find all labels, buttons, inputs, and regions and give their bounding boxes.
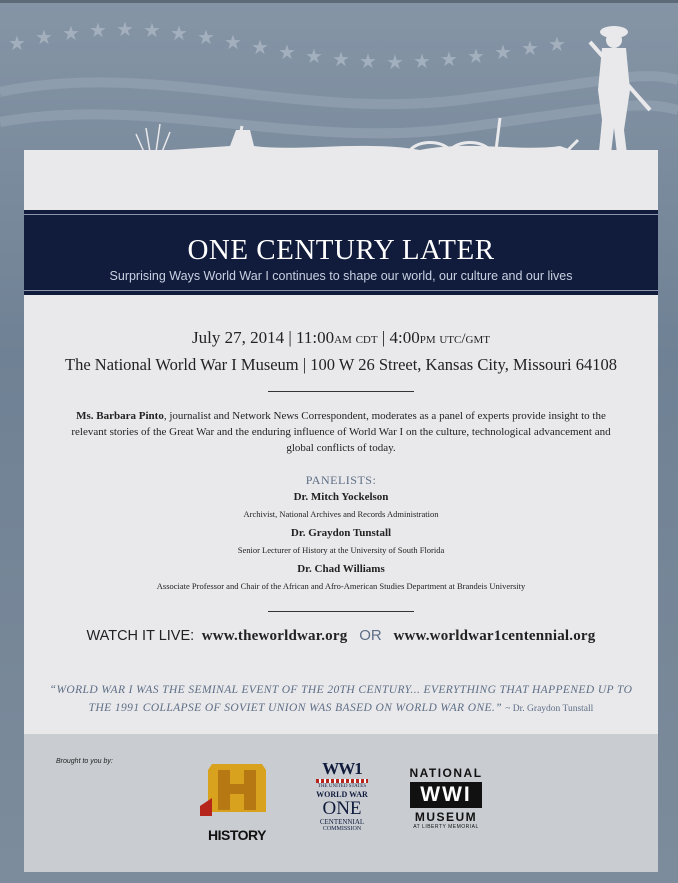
divider — [268, 611, 414, 612]
svg-text:★: ★ — [440, 49, 458, 71]
centennial-commission-logo[interactable] — [314, 760, 370, 842]
svg-text:★: ★ — [278, 42, 296, 64]
event-title: ONE CENTURY LATER — [187, 234, 495, 266]
museum-line2: WWI — [410, 782, 482, 808]
event-description — [64, 408, 618, 456]
svg-text:★: ★ — [359, 51, 377, 73]
pull-quote — [48, 681, 634, 718]
link-theworldwar[interactable]: www.theworldwar.org — [201, 628, 348, 644]
history-h-icon — [196, 762, 278, 820]
panelist-name: Dr. Graydon Tunstall — [290, 527, 392, 539]
or-separator: OR — [359, 627, 382, 644]
event-dateline — [24, 328, 658, 348]
svg-text:★: ★ — [548, 34, 566, 56]
event-subtitle: Surprising Ways World War I continues to shape our world, our culture and our lives — [109, 269, 573, 283]
event-time-utc-suffix: pm utc/gmt — [419, 331, 490, 347]
commission-flag-stripe — [316, 779, 368, 783]
soldier-silhouette — [590, 26, 650, 162]
watch-live-label: WATCH IT LIVE: — [86, 628, 195, 644]
divider — [268, 391, 414, 392]
event-date: July 27, 2014 — [192, 328, 285, 347]
svg-text:★: ★ — [332, 49, 350, 71]
watch-live-line — [24, 627, 658, 645]
separator: | — [381, 328, 386, 347]
svg-text:★: ★ — [521, 38, 539, 60]
svg-text:★: ★ — [494, 42, 512, 64]
museum-line4: AT LIBERTY MEMORIAL — [413, 824, 479, 830]
svg-text:★: ★ — [305, 46, 323, 68]
quote-attribution: ~ Dr. Graydon Tunstall — [505, 704, 594, 714]
panelist-name: Dr. Chad Williams — [297, 563, 385, 575]
event-time-cdt: 11:00 — [296, 328, 335, 347]
national-wwi-museum-logo[interactable] — [404, 766, 488, 834]
svg-text:★: ★ — [197, 27, 215, 49]
commission-line5: COMMISSION — [322, 826, 362, 832]
svg-text:★: ★ — [143, 20, 161, 42]
title-banner — [24, 207, 658, 295]
svg-text:★: ★ — [224, 32, 242, 54]
history-wordmark: HISTORY — [208, 827, 266, 843]
svg-text:★: ★ — [116, 19, 134, 41]
description-text: , journalist and Network News Correspondent, moderates as a panel of experts provide insight to the relevant stories of the Great War and the enduring influence of World War I on the culture, technological advancement and global conflicts of today. — [71, 410, 611, 454]
svg-text:★: ★ — [251, 37, 269, 59]
link-worldwar1centennial[interactable]: www.worldwar1centennial.org — [393, 628, 596, 644]
banner-rule-bottom — [24, 290, 658, 291]
separator: | — [302, 355, 307, 374]
commission-line3: ONE — [322, 798, 362, 819]
svg-text:★: ★ — [386, 52, 404, 74]
svg-text:★: ★ — [413, 51, 431, 73]
svg-text:★: ★ — [89, 20, 107, 42]
moderator-name: Ms. Barbara Pinto — [76, 410, 164, 422]
panelist-name: Dr. Mitch Yockelson — [293, 491, 389, 503]
brought-to-you-by: Brought to you by: — [56, 758, 113, 765]
separator: | — [288, 328, 292, 347]
svg-text:★: ★ — [8, 33, 26, 55]
banner-rule-top — [24, 214, 658, 215]
svg-text:★: ★ — [62, 23, 80, 45]
commission-ww1-mark: WW1 — [322, 759, 362, 778]
quote-text: “WORLD WAR I WAS THE SEMINAL EVENT OF THE 20TH CENTURY... EVERYTHING THAT HAPPENED UP TO THE 1991 COLLAPSE OF SOVIET UNION WAS BASED ON WORLD WAR ONE.” — [49, 684, 633, 714]
svg-text:★: ★ — [170, 23, 188, 45]
venue-address: 100 W 26 Street, Kansas City, Missouri 64108 — [310, 355, 617, 374]
panelist-role: Associate Professor and Chair of the African and Afro-American Studies Department at Brandeis University — [156, 581, 526, 591]
commission-line1: THE UNITED STATES — [317, 784, 367, 789]
event-time-cdt-suffix: am cdt — [334, 331, 378, 347]
commission-line4: CENTENNIAL — [319, 818, 365, 826]
commission-line2: WORLD WAR — [316, 790, 368, 799]
svg-text:★: ★ — [35, 27, 53, 49]
star-row — [8, 19, 566, 74]
venue-name: The National World War I Museum — [65, 355, 299, 374]
museum-line3: MUSEUM — [414, 810, 478, 824]
history-logo[interactable] — [196, 762, 278, 843]
panelists-heading: PANELISTS: — [305, 473, 377, 487]
panelist-role: Senior Lecturer of History at the University of South Florida — [237, 545, 445, 555]
panelist-role: Archivist, National Archives and Records Administration — [243, 509, 439, 519]
svg-text:★: ★ — [467, 46, 485, 68]
event-time-utc: 4:00 — [389, 328, 420, 347]
event-venue — [24, 355, 658, 375]
museum-line1: NATIONAL — [409, 766, 483, 780]
